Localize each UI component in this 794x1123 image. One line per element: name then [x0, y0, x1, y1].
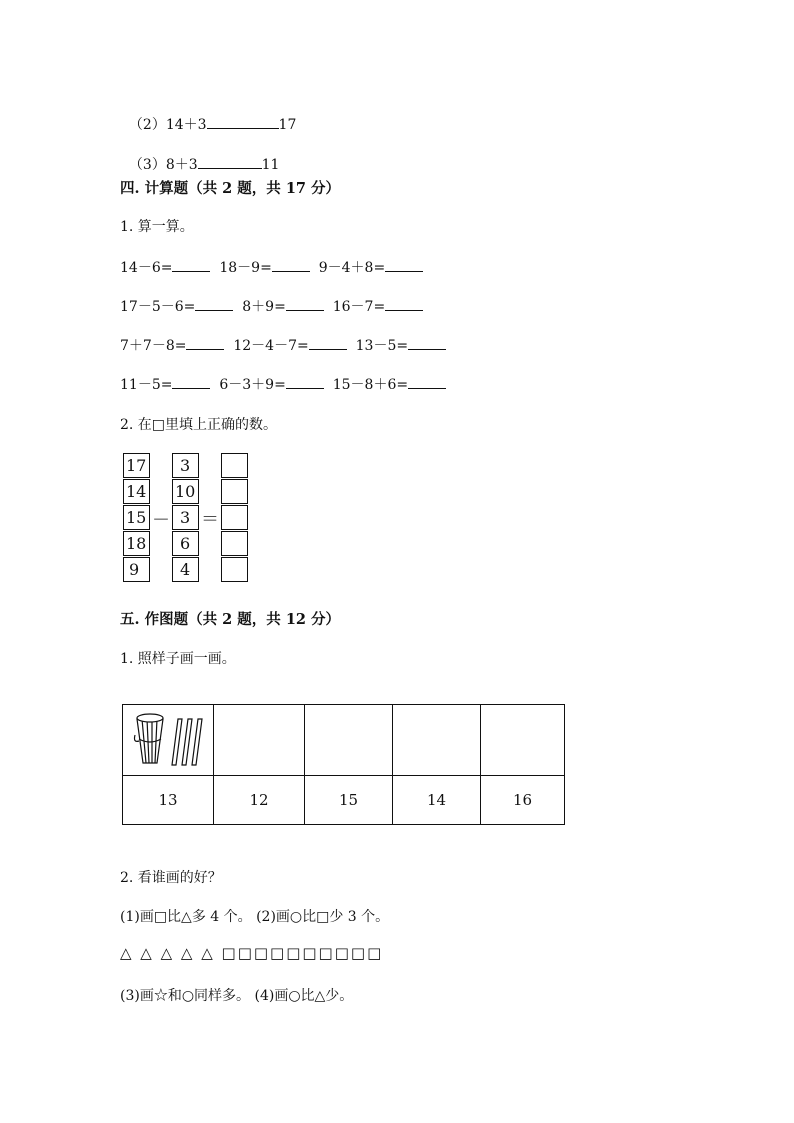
compare-value: 11: [261, 157, 280, 173]
question-5-1: 1. 照样子画一画。: [120, 651, 236, 667]
number-cell: 10: [172, 479, 199, 504]
draw-cell[interactable]: [481, 705, 565, 776]
number-cell: 17: [123, 453, 150, 478]
answer-blank[interactable]: [172, 257, 210, 272]
number-cell: 15: [123, 505, 150, 530]
answer-blank[interactable]: [198, 154, 262, 169]
answer-blank[interactable]: [195, 296, 233, 311]
answer-box[interactable]: [221, 557, 248, 582]
question-4-1: 1. 算一算。: [120, 219, 194, 235]
compare-expression: （2）14＋3: [128, 117, 207, 133]
compare-line-3: [120, 138, 279, 174]
sticks-bundle-icon: [123, 705, 213, 771]
calc-item: 18－9=: [219, 260, 272, 276]
draw-cell[interactable]: [214, 705, 305, 776]
calc-item: 6－3＋9=: [219, 377, 286, 393]
calc-item: 16－7=: [332, 299, 386, 315]
calc-row: [120, 296, 423, 316]
calc-item: 7＋7－8=: [120, 338, 187, 354]
shapes-row: △ △ △ △ △ □□□□□□□□□□: [120, 944, 384, 962]
section-5-title: 五. 作图题（共 2 题，共 12 分）: [120, 611, 341, 628]
calc-item: 13－5=: [355, 338, 409, 354]
answer-blank[interactable]: [286, 296, 324, 311]
equals-sign: ＝: [201, 509, 219, 530]
answer-blank[interactable]: [309, 335, 347, 350]
compare-line-2: [120, 98, 296, 134]
number-cell: 6: [172, 531, 199, 556]
number-cell: 9: [123, 557, 150, 582]
number-cell: 18: [123, 531, 150, 556]
number-cell: 3: [172, 453, 199, 478]
number-label: 15: [305, 776, 393, 825]
answer-blank[interactable]: [272, 257, 310, 272]
draw-cell[interactable]: [393, 705, 481, 776]
calc-row: [120, 374, 446, 394]
calc-row: [120, 335, 446, 355]
number-cell: 14: [123, 479, 150, 504]
answer-blank[interactable]: [286, 374, 324, 389]
answer-box[interactable]: [221, 479, 248, 504]
draw-cell[interactable]: [305, 705, 393, 776]
calc-item: 8＋9=: [242, 299, 286, 315]
calc-item: 12－4－7=: [233, 338, 309, 354]
answer-blank[interactable]: [186, 335, 224, 350]
calc-item: 15－8＋6=: [332, 377, 409, 393]
section-4-title: 四. 计算题（共 2 题，共 17 分）: [120, 180, 341, 197]
number-label: 16: [481, 776, 565, 825]
answer-blank[interactable]: [408, 335, 446, 350]
instruction-line-1: (1)画□比△多 4 个。 (2)画○比□少 3 个。: [120, 909, 390, 925]
calc-item: 9－4＋8=: [318, 260, 386, 276]
compare-value: 17: [278, 117, 297, 133]
calc-item: 17－5－6=: [120, 299, 196, 315]
question-5-2: 2. 看谁画的好？: [120, 870, 222, 886]
answer-box[interactable]: [221, 453, 248, 478]
answer-blank[interactable]: [385, 296, 423, 311]
question-4-2: 2. 在□里填上正确的数。: [120, 417, 278, 433]
answer-blank[interactable]: [207, 114, 279, 129]
answer-box[interactable]: [221, 531, 248, 556]
number-label: 12: [214, 776, 305, 825]
answer-blank[interactable]: [172, 374, 210, 389]
compare-expression: （3）8＋3: [128, 157, 198, 173]
number-label: 14: [393, 776, 481, 825]
instruction-line-2: (3)画☆和○同样多。 (4)画○比△少。: [120, 988, 354, 1004]
minus-sign: －: [152, 510, 170, 531]
calc-item: 14－6=: [120, 260, 173, 276]
number-label: 13: [123, 776, 214, 825]
number-cell: 3: [172, 505, 199, 530]
drawing-table: [122, 704, 565, 825]
answer-box[interactable]: [221, 505, 248, 530]
calc-item: 11－5=: [120, 377, 173, 393]
calc-row: [120, 257, 423, 277]
answer-blank[interactable]: [385, 257, 423, 272]
answer-blank[interactable]: [408, 374, 446, 389]
number-cell: 4: [172, 557, 199, 582]
example-cell: [123, 705, 214, 776]
